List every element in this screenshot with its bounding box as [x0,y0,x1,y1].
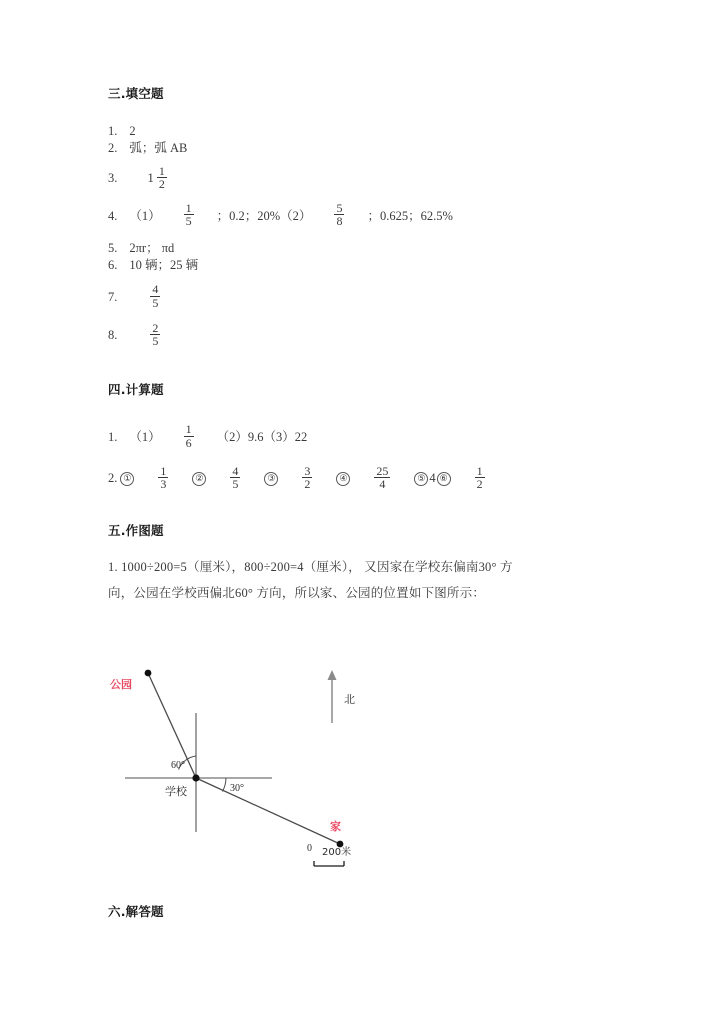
denominator: 2 [158,176,165,191]
circled-marker-6: ⑥ [437,472,451,486]
item-index: 8. [108,328,118,343]
home-label: 家 [330,820,341,833]
fraction [230,465,240,490]
fraction [334,202,344,227]
scale-zero-label: 0 [307,843,312,854]
item-value: 弧；弧 AB [129,141,188,156]
numerator: 25 [376,463,389,478]
tail-value: 4 [429,471,436,486]
item-prefix: （1） [129,208,161,223]
numerator: 3 [304,463,311,478]
circled-marker-5: ⑤ [414,472,428,486]
calc-item-2 [108,463,628,492]
direction-diagram [108,652,408,882]
section-5-paragraph [108,555,628,606]
section-heading-6: 六.解答题 [108,904,164,919]
denominator: 8 [336,214,343,229]
numerator: 4 [152,282,159,297]
north-label: 北 [344,693,355,706]
numerator: 5 [336,201,343,216]
fraction [475,465,485,490]
fraction [150,283,160,308]
park-point-marker [145,670,152,677]
item-middle: ；0.2；20%（2） [216,208,312,223]
numerator: 1 [476,463,483,478]
denominator: 6 [185,435,192,450]
answer-item-2 [108,141,628,155]
circled-marker-3: ③ [264,472,278,486]
scale-value-label: 200米 [322,847,352,858]
answer-item-4 [108,203,628,228]
item-suffix: ；0.625；62.5% [367,208,453,223]
fraction [150,322,160,347]
denominator: 2 [304,477,311,492]
paragraph-line-1: 1. 1000÷200=5（厘米），800÷200=4（厘米）， 又因家在学校东偏南30° 方 [108,560,513,575]
fraction [302,465,312,490]
park-label: 公园 [110,678,132,691]
denominator: 2 [476,477,483,492]
denominator: 5 [152,334,159,349]
item-index: 3. [108,171,118,186]
mixed-whole: 1 [147,170,154,186]
section-heading-5: 五.作图题 [108,523,164,539]
answer-item-8 [108,320,628,349]
item-value: 10 辆；25 辆 [129,258,199,273]
item-prefix: （1） [129,429,161,444]
answer-item-3 [108,163,628,191]
ray-to-home [196,778,340,844]
north-arrow-head [328,670,337,680]
denominator: 5 [185,214,192,229]
item-index: 5. [108,240,118,255]
item-index: 2. [108,471,118,486]
denominator: 5 [232,477,239,492]
fraction [158,465,168,490]
circled-marker-1: ① [120,472,134,486]
school-label: 学校 [165,785,187,798]
answer-item-7 [108,284,628,309]
mixed-number [147,163,170,191]
item-index: 2. [108,141,118,156]
numerator: 1 [185,422,192,437]
section-heading-4: 四.计算题 [108,382,164,398]
denominator: 3 [160,477,167,492]
answer-item-6 [108,258,628,272]
document-content [108,84,628,607]
angle-arc-30 [223,778,227,792]
item-index: 6. [108,258,118,273]
item-index: 4. [108,208,118,223]
angle-label-60: 60° [171,760,185,771]
item-value: 2πr； πd [129,240,175,255]
answer-item-5 [108,241,628,255]
diagram-svg [108,652,408,882]
numerator: 2 [152,320,159,335]
circled-marker-4: ④ [336,472,350,486]
fraction [184,202,194,227]
answer-item-1 [108,124,628,138]
fraction [157,165,167,190]
denominator: 5 [152,295,159,310]
fraction [184,423,194,448]
numerator: 4 [232,463,239,478]
calc-item-1 [108,424,628,449]
section-heading-3: 三.填空题 [108,86,164,101]
item-index: 7. [108,289,118,304]
paragraph-line-2: 向，公园在学校西偏北60° 方向，所以家、公园的位置如下图所示： [108,585,486,600]
circled-marker-2: ② [192,472,206,486]
item-suffix: （2）9.6（3）22 [216,429,308,444]
item-index: 1. [108,429,118,444]
numerator: 1 [160,463,167,478]
fraction [374,465,390,490]
angle-label-30: 30° [230,783,244,794]
school-point-marker [192,774,199,781]
numerator: 1 [185,201,192,216]
numerator: 1 [158,163,165,178]
denominator: 4 [379,477,386,492]
item-index: 1. [108,124,118,138]
item-value: 2 [129,124,136,138]
